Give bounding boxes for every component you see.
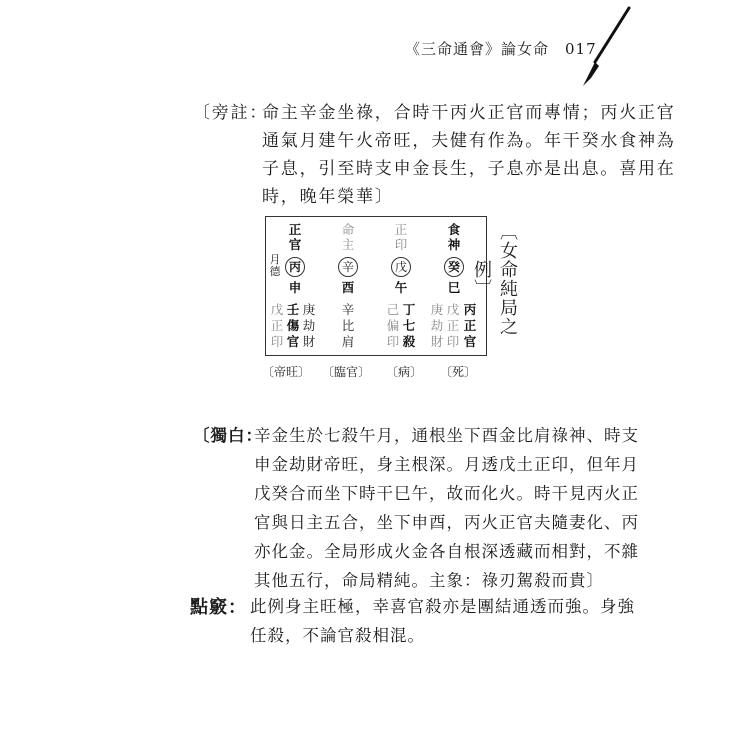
brush-icon: [565, 4, 635, 89]
hidden-stem: 戊: [446, 302, 460, 317]
ten-god-bottom: 神: [447, 237, 461, 252]
ten-god-bottom: 主: [341, 237, 355, 252]
keypoint-line: 任殺，不論官殺相混。: [250, 626, 425, 645]
ten-god-bottom: 印: [394, 237, 408, 252]
hidden-star: 傷: [286, 318, 300, 333]
annotation-label: 〔旁註：: [193, 103, 269, 123]
hidden-star: 財: [302, 334, 316, 349]
running-header: 《三命通會》論女命 017: [405, 40, 597, 58]
annotation-line: 命主辛金坐祿，合時干丙火正官而專情；丙火正官: [262, 103, 676, 123]
ten-god-bottom: 官: [288, 237, 302, 252]
hidden-stem: 庚: [430, 302, 444, 317]
commentary-line: 辛金生於七殺午月，通根坐下酉金比肩祿神、時支: [254, 426, 639, 445]
earthly-branch: 午: [394, 280, 408, 295]
hidden-star: 正: [463, 318, 477, 333]
keypoint-label: 點竅：: [190, 597, 247, 618]
growth-stage-label: 〔帝旺〕: [262, 365, 311, 379]
hidden-stem: 丁: [402, 302, 416, 317]
heavenly-stem: 辛: [338, 257, 358, 277]
hidden-star: 官: [463, 334, 477, 349]
annotation-line: 時，晚年榮華〕: [262, 187, 394, 207]
hidden-star: 正: [446, 318, 460, 333]
hidden-star: 印: [386, 334, 400, 349]
heavenly-stem: 丙: [285, 257, 305, 277]
keypoint-line: 此例身主旺極，幸喜官殺亦是團結通透而強。身強: [250, 597, 635, 616]
hidden-star: 殺: [402, 334, 416, 349]
ten-god-top: 命: [341, 222, 355, 237]
commentary-label: 〔獨白：: [193, 426, 263, 445]
hidden-stem: 己: [386, 302, 400, 317]
hidden-star: 正: [270, 318, 284, 333]
commentary-line: 亦化金。全局形成火金各自根深透藏而相對，不雜: [254, 542, 639, 561]
month-virtue-label: 月德: [269, 253, 281, 278]
earthly-branch: 申: [288, 280, 302, 295]
hidden-star: 劫: [302, 318, 316, 333]
hidden-star: 劫: [430, 318, 444, 333]
ten-god-top: 正: [288, 222, 302, 237]
annotation-line: 子息，引至時支申金長生，子息亦是出息。喜用在: [262, 159, 676, 179]
hidden-stem: 辛: [341, 302, 355, 317]
hidden-star: 七: [402, 318, 416, 333]
hidden-star: 肩: [341, 334, 355, 349]
commentary-line: 官與日主五合，坐下申酉，丙火正官夫隨妻化、丙: [254, 513, 639, 532]
hidden-star: 印: [270, 334, 284, 349]
earthly-branch: 酉: [341, 280, 355, 295]
ten-god-top: 正: [394, 222, 408, 237]
hidden-star: 官: [286, 334, 300, 349]
commentary-line: 申金劫財帝旺，身主根深。月透戊土正印，但年月: [254, 455, 639, 474]
hidden-stem: 丙: [463, 302, 477, 317]
hidden-stem: 庚: [302, 302, 316, 317]
ten-god-top: 食: [447, 222, 461, 237]
hidden-star: 偏: [386, 318, 400, 333]
growth-stage-label: 〔臨官〕: [322, 365, 371, 379]
growth-stage-label: 〔死〕: [440, 365, 477, 379]
heavenly-stem: 癸: [444, 257, 464, 277]
hidden-star: 印: [446, 334, 460, 349]
hidden-star: 財: [430, 334, 444, 349]
hidden-star: 比: [341, 318, 355, 333]
heavenly-stem: 戊: [391, 257, 411, 277]
annotation-line: 通氣月建午火帝旺，夫健有作為。年干癸水食神為: [262, 131, 676, 151]
commentary-line: 戊癸合而坐下時干巳午，故而化火。時干見丙火正: [254, 484, 639, 503]
hidden-stem: 壬: [286, 302, 300, 317]
commentary-line: 其他五行，命局精純。主象：祿刃駕殺而貴〕: [254, 571, 604, 590]
earthly-branch: 巳: [447, 280, 461, 295]
growth-stage-label: 〔病〕: [386, 365, 423, 379]
chart-title: 〔女命純局之例〕: [471, 222, 518, 336]
hidden-stem: 戊: [270, 302, 284, 317]
